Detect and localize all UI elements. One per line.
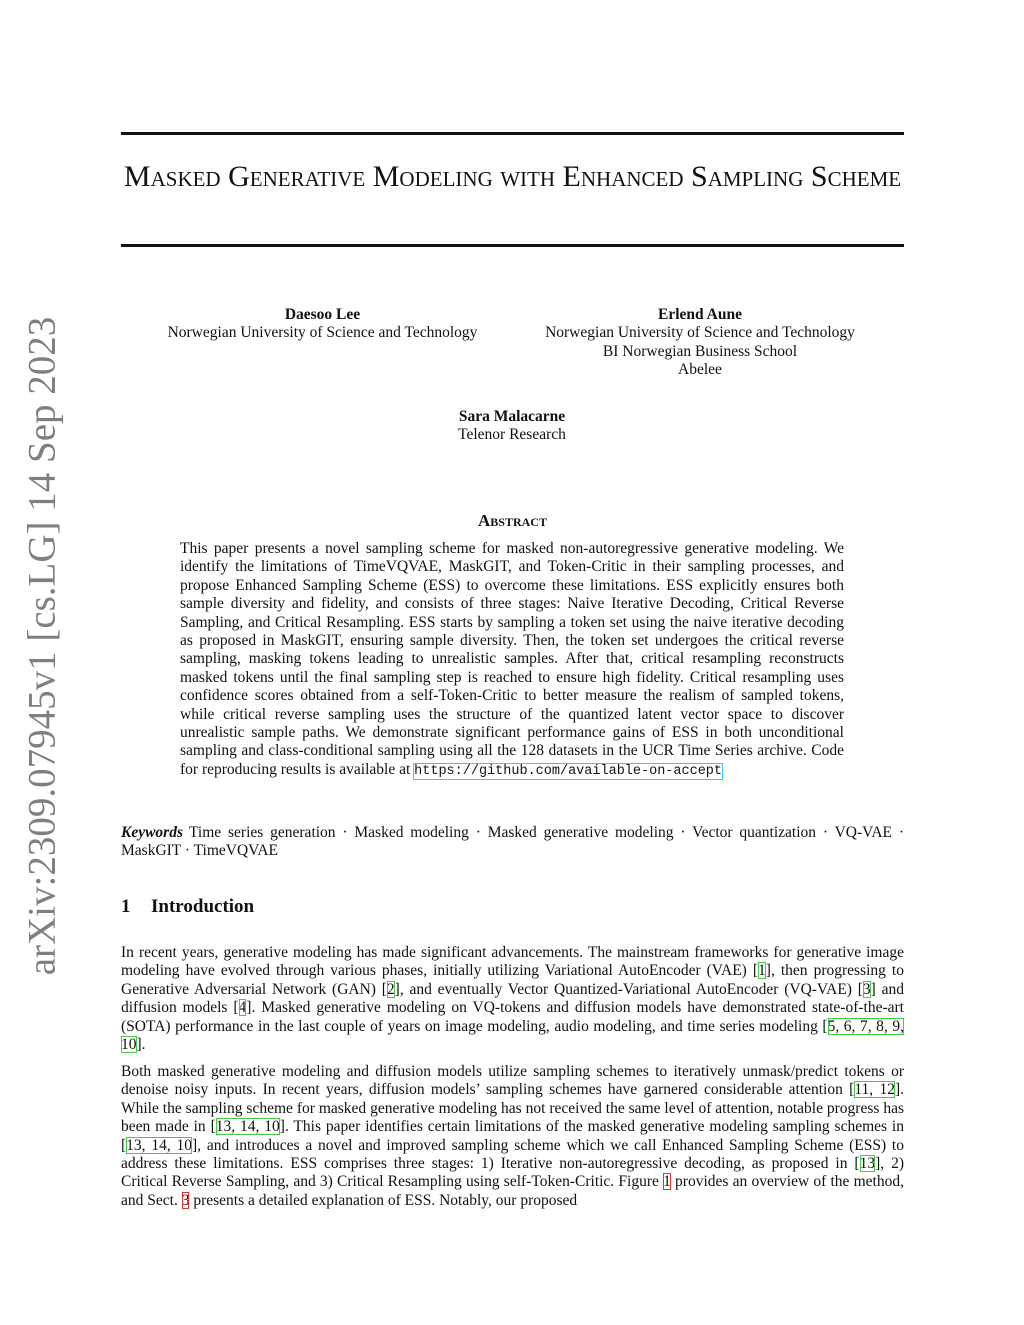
text-run: ], then progressing to Generative Adversarial Network (GAN) [ [121,962,904,998]
citation-link[interactable]: 1 [758,962,766,980]
keywords-label: Keywords [121,824,183,841]
text-run: ], 2) Critical Reverse Sampling, and 3) Critical Resampling using self-Token-Critic. Figure [121,1155,904,1191]
intro-paragraph [121,1063,904,1210]
text-run: Both masked generative modeling and diffusion models utilize sampling schemes to iteratively unmask/predict tokens or denoise noisy inputs. In recent years, diffusion models’ sampling schemes have garnered considerable attention [ [121,1063,904,1099]
author-affiliation: BI Norwegian Business School [602,342,798,360]
intro-paragraph [121,944,904,1054]
abstract-text: This paper presents a novel sampling scheme for masked non-autoregressive generative modeling. We identify the limitations of TimeVQVAE, MaskGIT, and Token-Critic in their sampling processes, and propose Enhanced Sampling Scheme (ESS) to overcome these limitations. ESS explicitly ensures both sample diversity and fidelity, and consists of three stages: Naive Iterative Decoding, Critical Reverse Sampling, and Critical Resampling. ESS starts by sampling a token set using the naive iterative decoding as proposed in MaskGIT, ensuring sample diversity. Then, the token set undergoes the critical reverse sampling, masking tokens leading to unrealistic samples. After that, critical resampling reconstructs masked tokens until the final sampling step is reached to ensure high fidelity. Critical resampling uses confidence scores obtained from a self-Token-Critic to better measure the realism of sampled tokens, while critical reverse sampling uses the structure of the quantized latent vector space to discover unrealistic sample paths. We demonstrate significant performance gains of ESS in both unconditional sampling and class-conditional sampling using all the 128 datasets in the UCR Time Series archive. Code for reproducing results is available at [180,540,844,778]
code-url-link[interactable]: https://github.com/available-on-accept [414,763,723,779]
citation-link[interactable]: 3 [862,980,871,998]
text-run: presents a detailed explanation of ESS. Notably, our proposed [189,1191,578,1209]
text-run: ]. Masked generative modeling on VQ-tokens and diffusion models have demonstrated state-of-the-art (SOTA) performance in the last couple of years on image modeling, audio modeling, and time series modeling [ [121,999,904,1035]
citation-link[interactable]: 13 [859,1155,876,1173]
author-affiliation: Norwegian University of Science and Technology [545,324,855,342]
text-run: ], and eventually Vector Quantized-Variational AutoEncoder (VQ-VAE) [ [394,980,863,998]
section-ref-link[interactable]: 3 [181,1191,190,1209]
citation-link[interactable]: 13, 14, 10 [215,1118,280,1136]
author-block [362,408,662,445]
keywords-text: Time series generation · Masked modeling · Masked generative modeling · Vector quantization · VQ-VAE · MaskGIT · TimeVQVAE [121,824,904,860]
section-heading [121,896,254,918]
text-run: ]. This paper identifies certain limitations of the masked generative modeling sampling schemes in [ [121,1118,904,1154]
title-rule-bottom [121,244,904,247]
text-run: ]. [136,1036,146,1054]
title-rule-top [121,132,904,135]
paper-title: Masked Generative Modeling with Enhanced Sampling Scheme [123,160,902,193]
citation-link[interactable]: 11, 12 [854,1081,895,1099]
text-run: ] and diffusion models [ [121,980,905,1017]
text-run: provides an overview of the method, and Sect. [121,1173,904,1209]
author-name: Daesoo Lee [284,306,361,323]
section-number: 1 [121,896,131,917]
arxiv-stamp: arXiv:2309.07945v1 [cs.LG] 14 Sep 2023 [20,316,64,976]
author-block [140,306,505,343]
author-affiliation: Norwegian University of Science and Technology [167,324,478,342]
keywords [121,824,904,861]
text-run: ]. While the sampling scheme for masked generative modeling has not received the same level of attention, notable progress has been made in [ [121,1081,904,1136]
figure-ref-link[interactable]: 1 [663,1173,671,1191]
abstract-heading: Abstract [478,511,547,530]
text-run: ], and introduces a novel and improved sampling scheme which we call Enhanced Sampling Scheme (ESS) to address these limitations. ESS comprises three stages: 1) Iterative non-autoregressive decoding, as proposed in [ [121,1136,904,1173]
author-name: Erlend Aune [658,306,742,323]
author-affiliation: Abelee [678,361,722,379]
citation-link[interactable]: 13, 14, 10 [126,1136,192,1154]
author-name: Sara Malacarne [458,408,566,425]
author-block [525,306,875,380]
author-affiliation: Telenor Research [458,426,566,444]
citation-link[interactable]: 5, 6, 7, 8, 9, 10 [121,1017,904,1054]
text-run: In recent years, generative modeling has made significant advancements. The mainstream frameworks for generative image modeling have evolved through various phases, initially utilizing Variational AutoEncoder (VAE) [ [121,944,904,980]
citation-link[interactable]: 2 [386,980,395,998]
section-title: Introduction [151,896,255,917]
abstract-body [180,540,844,781]
citation-link[interactable]: 4 [238,999,247,1017]
